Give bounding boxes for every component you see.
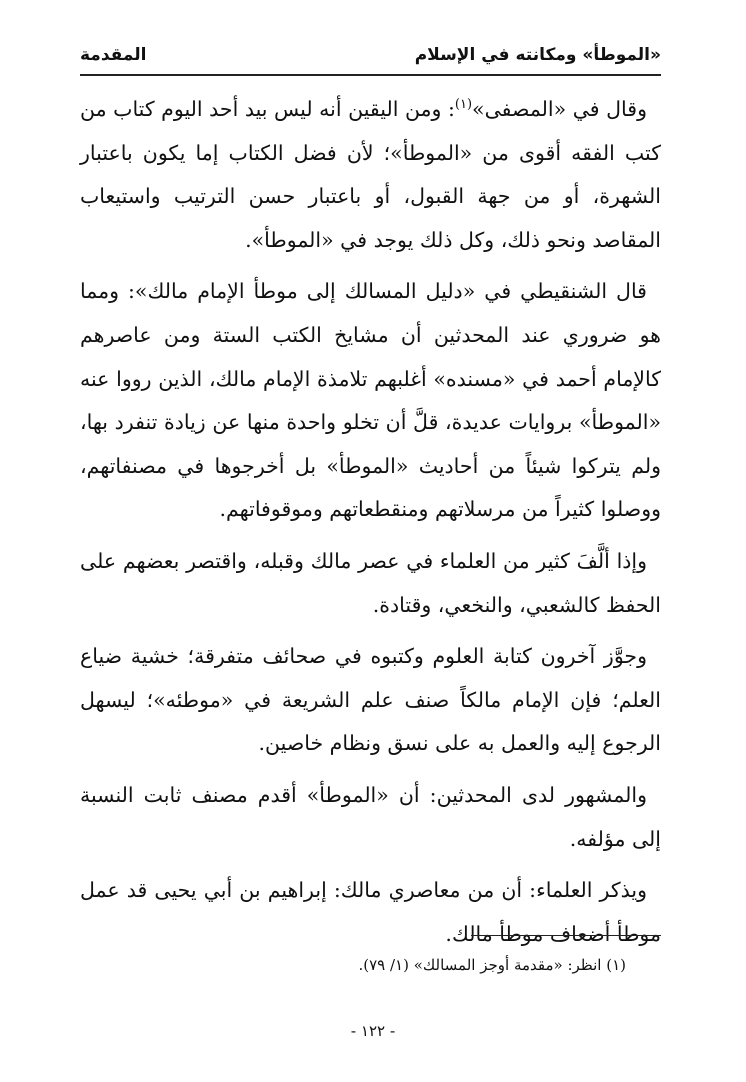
paragraph-1-lead: وقال في «المصفى» [472,97,647,121]
footnote-divider [471,935,661,936]
paragraph-1-rest: : ومن اليقين أنه ليس بيد أحد اليوم كتاب من كتب الفقه أقوى من «الموطأ»؛ لأن فضل الكتاب إما يكون باعتبار الشهرة، أو من جهة القبول، أو باعتبار حسن الترتيب واستيعاب المقاصد ونحو ذلك، وكل ذلك يوجد في «الموطأ». [80,97,661,252]
main-text [80,88,661,964]
footnote: (١) انظر: «مقدمة أوجز المسالك» (١/ ٧٩). [358,956,626,974]
running-header [80,38,661,72]
paragraph-1 [80,88,661,262]
paragraph-5: والمشهور لدى المحدثين: أن «الموطأ» أقدم مصنف ثابت النسبة إلى مؤلفه. [80,782,661,851]
footnote-reference: (١) [454,97,473,113]
paragraph-4: وجوَّز آخرون كتابة العلوم وكتبوه في صحائف متفرقة؛ خشية ضياع العلم؛ فإن الإمام مالكاً صنف علم الشريعة في «موطئه»؛ ليسهل الرجوع إليه والعمل به على نسق ونظام خاصين. [80,644,661,756]
paragraph-2: قال الشنقيطي في «دليل المسالك إلى موطأ الإمام مالك»: ومما هو ضروري عند المحدثين أن مشايخ الكتب الستة ومن عاصرهم كالإمام أحمد في «مسنده» أغلبهم تلامذة الإمام مالك، الذين رووا عنه «الموطأ» بروايات عديدة، قلَّ أن تخلو واحدة منها عن زيادة تنفرد بها، ولم يتركوا شيئاً من أحاديث «الموطأ» بل أخرجوها في مصنفاتهم، ووصلوا كثيراً من مرسلاتهم ومنقطعاتهم وموقوفاتهم. [80,279,661,522]
header-divider [80,74,661,76]
paragraph-3: وإذا ألَّفَ كثير من العلماء في عصر مالك وقبله، واقتصر بعضهم على الحفظ كالشعبي، والنخعي، وقتادة. [80,548,661,617]
header-section-title: المقدمة [80,45,147,65]
page-number: - ١٢٢ - [350,1022,396,1040]
header-book-title: «الموطأ» ومكانته في الإسلام [414,45,661,65]
paragraph-6: ويذكر العلماء: أن من معاصري مالك: إبراهيم بن أبي يحيى قد عمل موطأ أضعاف موطأ مالك. [80,878,661,946]
